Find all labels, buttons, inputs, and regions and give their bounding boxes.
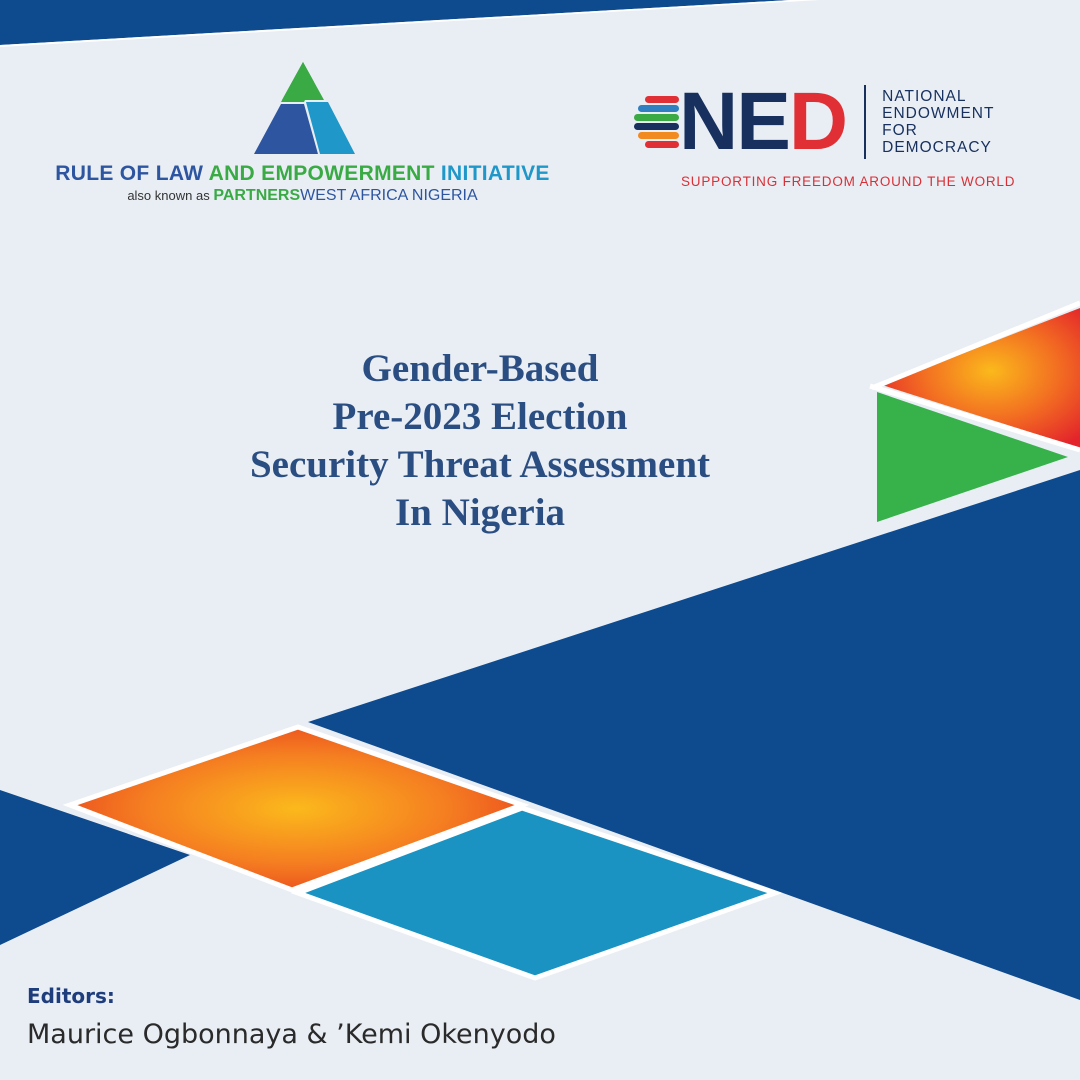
title-line: In Nigeria <box>394 491 566 534</box>
rolei-name-part2: AND EMPOWERMENT <box>208 162 435 185</box>
ned-full-line: ENDOWMENT <box>882 105 995 122</box>
rolei-aka-partners: PARTNERS <box>213 187 301 204</box>
ned-full-line: FOR <box>882 122 918 139</box>
title-line: Gender-Based <box>361 347 599 390</box>
title-line: Security Threat Assessment <box>249 443 711 486</box>
ned-full-name <box>882 88 994 156</box>
ned-tagline: SUPPORTING FREEDOM AROUND THE WORLD <box>681 174 1016 189</box>
rolei-triangle-icon <box>248 60 358 156</box>
ned-acronym-ne: NE <box>679 76 789 167</box>
editors-block <box>27 984 556 1050</box>
ned-acronym-d: D <box>788 76 847 167</box>
rolei-aka-prefix: also known as <box>127 188 210 203</box>
ned-divider <box>864 85 866 159</box>
ned-full-line: DEMOCRACY <box>882 139 992 156</box>
rolei-name <box>40 162 565 186</box>
ned-full-line: NATIONAL <box>882 88 967 105</box>
editors-label: Editors: <box>27 984 115 1008</box>
rolei-name-part3: INITIATIVE <box>440 162 550 185</box>
document-title <box>130 345 830 537</box>
rolei-aka-rest: WEST AFRICA NIGERIA <box>300 187 478 204</box>
ned-globe-icon <box>633 92 679 152</box>
ned-logo <box>633 76 1053 189</box>
title-line: Pre-2023 Election <box>332 395 628 438</box>
rolei-name-part1: RULE OF LAW <box>55 162 204 185</box>
rolei-logo <box>40 60 565 205</box>
ned-row <box>633 76 1053 167</box>
rolei-aka <box>40 187 565 205</box>
editors-names: Maurice Ogbonnaya & ’Kemi Okenyodo <box>27 1019 556 1050</box>
ned-acronym <box>679 76 847 167</box>
